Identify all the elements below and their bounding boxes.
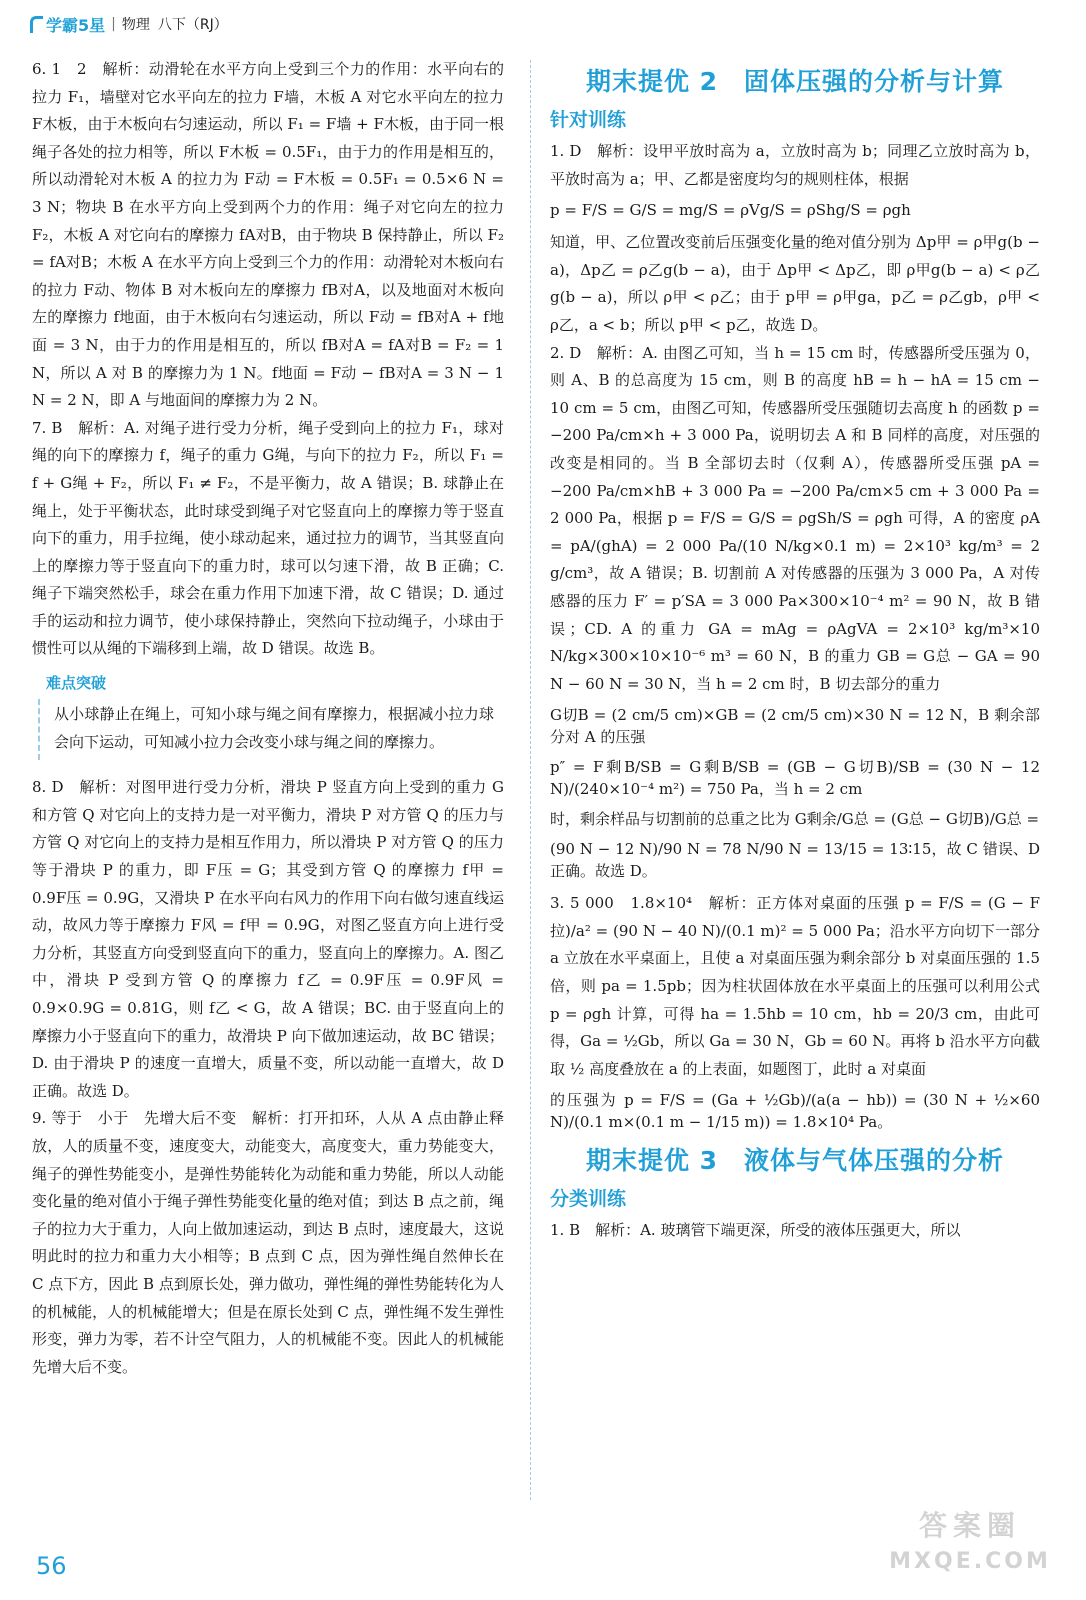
answer-7: 7. B 解析：A. 对绳子进行受力分析，绳子受到向上的拉力 F₁，球对绳的向下的摩擦力 f，绳子的重力 G绳，与向下的拉力 F₂，所以 F₁ = f + G绳 + F₂，所以 F₁ ≠ F₂，不是平衡力，故 A 错误；B. 球静止在绳上，处于平衡状态，此时球受到绳子对它竖直向上的摩擦力等于竖直向下的重力，用手拉绳，使小球动起来，通过拉力的调节，当其竖直向上的摩擦力等于竖直向下的重力时，球可以匀速下滑，故 B 正确；C. 绳子下端突然松手，球会在重力作用下加速下滑，故 C 错误；D. 通过手的运动和拉力调节，使小球保持静止，突然向下拉动绳子，小球由于惯性可以从绳的下端移到上端，故 D 错误。故选 B。	[32, 418, 504, 658]
answer-2-3-body: 3. 5 000 1.8×10⁴ 解析：正方体对桌面的压强 p = F/S = (G − F拉)/a² = (90 N − 40 N)/(0.1 m)² = 5 000 Pa；沿水平方向切下一部分 a 立放在水平桌面上，且使 a 对桌面压强为剩余部分 b 对桌面压强的 1.5 倍，则 pa = 1.5pb；因为柱状固体放在水平桌面上的压强可以利用公式 p = ρgh 计算，可得 ha = 1.5hb = 10 cm，hb = 20/3 cm，由此可得，Ga = ½Gb，所以 Ga = 30 N，Gb = 60 N。再将 b 沿水平方向截取 ½ 高度叠放在 a 的上表面，如题图丁，此时 a 对桌面	[550, 894, 1040, 1078]
watermark-text-top: 答案圈	[918, 1509, 1021, 1542]
brand-icon	[30, 16, 43, 33]
answer-2-2-formula-2: p″ = F剩B/SB = G剩B/SB = (GB − G切B)/SB = (30 N − 12 N)/(240×10⁻⁴ m²) = 750 Pa，当 h = 2 cm	[550, 758, 1040, 799]
right-column	[550, 56, 1040, 1245]
section-3-title: 期末提优 3 液体与气体压强的分析	[585, 1146, 1005, 1176]
section-2-title: 期末提优 2 固体压强的分析与计算	[585, 67, 1005, 96]
page-number: 56	[36, 1552, 67, 1580]
answer-2-1-intro: 1. D 解析：设甲平放时高为 a，立放时高为 b；同理乙立放时高为 b，平放时高为 a；甲、乙都是密度均匀的规则柱体，根据	[550, 142, 1040, 188]
watermark-logo	[870, 1508, 1070, 1588]
brand-name: 学霸5星	[46, 15, 106, 35]
brand-logo	[30, 13, 105, 36]
answer-2-3-formula: 的压强为 p = F/S = (Ga + ½Gb)/(a(a − hb)) = (30 N + ½×60 N)/(0.1 m×(0.1 m − 1/15 m)) = 1.8×10⁴ Pa。	[550, 1091, 1040, 1132]
column-divider	[530, 60, 531, 1500]
grade-label: 八下（RJ）	[157, 17, 228, 33]
header-separator: |	[111, 16, 116, 32]
left-column	[32, 56, 504, 1381]
answer-2-1-body: 知道，甲、乙位置改变前后压强变化量的绝对值分别为 Δp甲 = ρ甲g(b − a)，Δp乙 = ρ乙g(b − a)，由于 Δp甲 < Δp乙，即 ρ甲g(b − a) < ρ乙g(b − a)，所以 ρ甲 < ρ乙；由于 p甲 = ρ甲ga，p乙 = ρ乙gb，ρ甲 < ρ乙，a < b；所以 p甲 < p乙，故选 D。	[550, 233, 1040, 334]
subject-label: 物理	[121, 17, 150, 33]
watermark-text-bottom: MXQE.COM	[889, 1549, 1051, 1574]
answer-6: 6. 1 2 解析：动滑轮在水平方向上受到三个力的作用：水平向右的拉力 F₁，墙壁对它水平向左的拉力 F墙，木板 A 对它水平向左的拉力 F木板，由于木板向右匀速运动，所以 F₁ = F墙 + F木板，由于同一根绳子各处的拉力相等，所以 F木板 = 0.5F₁，由于力的作用是相互的，所以动滑轮对木板 A 的拉力为 F动 = F木板 = 0.5F₁ = 0.5×6 N = 3 N；物块 B 在水平方向上受到两个力的作用：绳子对它向左的拉力 F₂，木板 A 对它向右的摩擦力 fA对B，由于物块 B 保持静止，所以 F₂ = fA对B；木板 A 在水平方向上受到三个力的作用：动滑轮对木板向右的拉力 F动、物体 B 对木板向左的摩擦力 fB对A，以及地面对木板向左的摩擦力 f地面，由于木板向右匀速运动，所以 F动 = fB对A + f地面 = 3 N，由于力的作用是相互的，所以 fB对A = fA对B = F₂ = 1 N，所以 A 对 B 的摩擦力为 1 N。f地面 = F动 − fB对A = 3 N − 1 N = 2 N，即 A 与地面间的摩擦力为 2 N。	[32, 60, 504, 410]
answer-2-2-formula-4: (90 N − 12 N)/90 N = 78 N/90 N = 13/15 = 13∶15，故 C 错误、D 正确。故选 D。	[550, 840, 1040, 881]
section-3-subtitle: 分类训练	[550, 1188, 627, 1211]
answer-3-1-body: 1. B 解析：A. 玻璃管下端更深，所受的液体压强更大，所以	[550, 1221, 961, 1240]
answer-2-2-formula-3: 时，剩余样品与切割前的总重之比为 G剩余/G总 = (G总 − G切B)/G总 =	[550, 810, 1040, 829]
section-2-subtitle: 针对训练	[550, 109, 627, 131]
page-header	[30, 10, 236, 38]
difficulty-label: 难点突破	[46, 674, 107, 693]
answer-2-2-body: 2. D 解析：A. 由图乙可知，当 h = 15 cm 时，传感器所受压强为 0，则 A、B 的总高度为 15 cm，则 B 的高度 hB = h − hA = 15 cm − 10 cm = 5 cm，由图乙可知，传感器所受压强随切去高度 h 的函数 p = −200 Pa/cm×h + 3 000 Pa，说明切去 A 和 B 同样的高度，对压强的改变是相同的。当 B 全部切去时（仅剩 A），传感器所受压强 pA = −200 Pa/cm×hB + 3 000 Pa = −200 Pa/cm×5 cm + 3 000 Pa = 2 000 Pa，根据 p = F/S = G/S = ρgSh/S = ρgh 可得，A 的密度 ρA = pA/(ghA) = 2 000 Pa/(10 N/kg×0.1 m) = 2×10³ kg/m³ = 2 g/cm³，故 A 错误；B. 切割前 A 对传感器的压强为 3 000 Pa，A 对传感器的压力 F′ = p′SA = 3 000 Pa×300×10⁻⁴ m² = 90 N，故 B 错误；CD. A 的重力 GA = mAg = ρAgVA = 2×10³ kg/m³×10 N/kg×300×10×10⁻⁶ m³ = 60 N，B 的重力 GB = G总 − GA = 90 N − 60 N = 30 N，当 h = 2 cm 时，B 切去部分的重力	[550, 343, 1040, 693]
difficulty-box	[38, 699, 504, 760]
answer-8: 8. D 解析：对图甲进行受力分析，滑块 P 竖直方向上受到的重力 G 和方管 Q 对它向上的支持力是一对平衡力，滑块 P 对方管 Q 的压力与方管 Q 对它向上的支持力是相互作用力，所以滑块 P 对方管 Q 的压力等于滑块 P 的重力，即 F压 = G；其受到方管 Q 的摩擦力 f甲 = 0.9F压 = 0.9G，又滑块 P 在水平向右风力的作用下向右做匀速直线运动，故风力等于摩擦力 F风 = f甲 = 0.9G，对图乙竖直方向上进行受力分析，其竖直方向受到竖直向下的重力，竖直向上的摩擦力。A. 图乙中，滑块 P 受到方管 Q 的摩擦力 f乙 = 0.9F压 = 0.9F风 = 0.9×0.9G = 0.81G，则 f乙 < G，故 A 错误；BC. 由于竖直向上的摩擦力小于竖直向下的重力，故滑块 P 向下做加速运动，故 BC 错误；D. 由于滑块 P 的速度一直增大，质量不变，所以动能一直增大，故 D 正确。故选 D。	[32, 778, 504, 1100]
answer-2-2-formula-1: G切B = (2 cm/5 cm)×GB = (2 cm/5 cm)×30 N = 12 N，B 剩余部分对 A 的压强	[550, 706, 1040, 747]
difficulty-text: 从小球静止在绳上，可知小球与绳之间有摩擦力，根据减小拉力球会向下运动，可知减小拉力会改变小球与绳之间的摩擦力。	[54, 705, 494, 751]
answer-9: 9. 等于 小于 先增大后不变 解析：打开扣环，人从 A 点由静止释放，人的质量不变，速度变大，动能变大，高度变大，重力势能变大，绳子的弹性势能变小，是弹性势能转化为动能和重力势能，所以人动能变化量的绝对值小于绳子弹性势能变化量的绝对值；到达 B 点之前，绳子的拉力大于重力，人向上做加速运动，到达 B 点时，速度最大，这说明此时的拉力和重力大小相等；B 点到 C 点，因为弹性绳自然伸长在 C 点下方，因此 B 点到原长处，弹力做功，弹性绳的弹性势能转化为人的机械能，人的机械能增大；但是在原长处到 C 点，弹性绳不发生弹性形变，弹力为零，若不计空气阻力，人的机械能不变。因此人的机械能先增大后不变。	[32, 1109, 504, 1376]
answer-2-1-formula: p = F/S = G/S = mg/S = ρVg/S = ρShg/S = ρgh	[550, 201, 911, 220]
